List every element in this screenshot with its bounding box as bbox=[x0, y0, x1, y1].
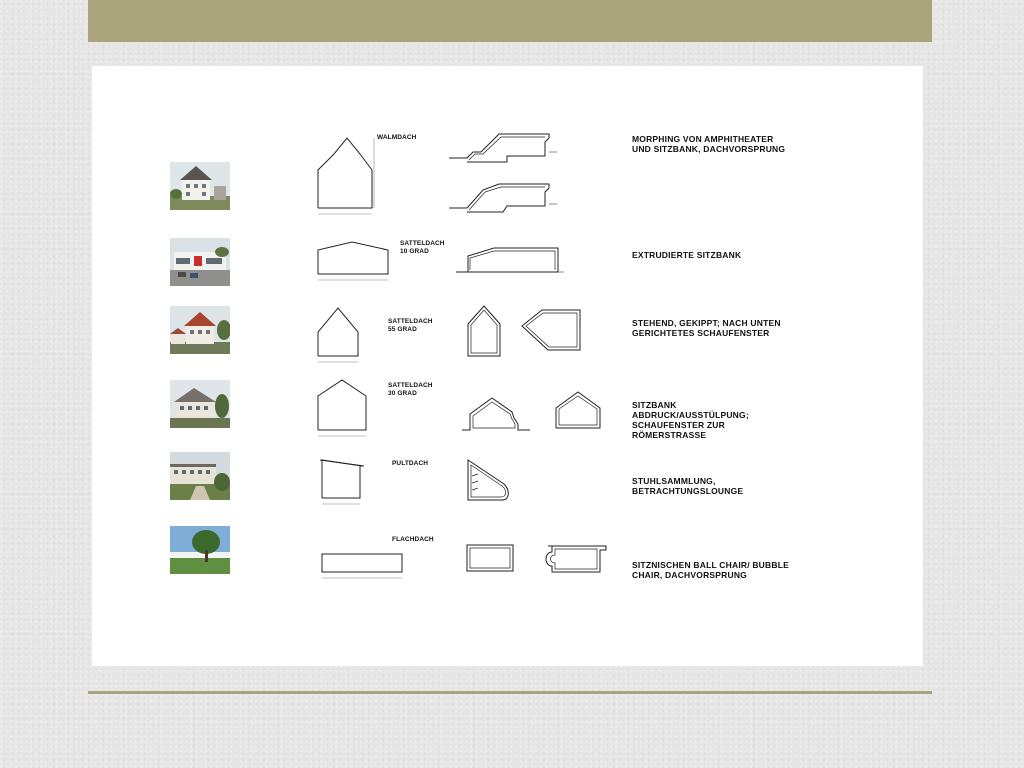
row-pultdach bbox=[92, 450, 923, 512]
roof-label bbox=[392, 460, 428, 468]
concept-text bbox=[632, 476, 743, 496]
elevation-satteldach-10 bbox=[314, 238, 394, 284]
concept-text bbox=[632, 250, 741, 260]
roof-label-line: 30 GRAD bbox=[388, 390, 417, 397]
roof-label bbox=[400, 240, 445, 256]
elevation-satteldach-55 bbox=[314, 304, 362, 366]
concept-line: SITZNISCHEN BALL CHAIR/ BUBBLE bbox=[632, 560, 789, 570]
title-bar-band bbox=[88, 0, 932, 42]
red-roof-houses-photo bbox=[170, 306, 230, 354]
concept-text bbox=[632, 318, 781, 338]
roof-label-line: 55 GRAD bbox=[388, 326, 417, 333]
concept-line: STUHLSAMMLUNG, bbox=[632, 476, 716, 486]
concept-text bbox=[632, 560, 789, 580]
roof-label bbox=[377, 134, 416, 142]
concept-text bbox=[632, 134, 785, 154]
commercial-building-photo bbox=[170, 238, 230, 286]
concept-line: BETRACHTUNGSLOUNGE bbox=[632, 486, 744, 496]
tree-photo bbox=[170, 526, 230, 574]
row-satteldach-10 bbox=[92, 234, 923, 294]
roof-label bbox=[388, 318, 433, 334]
elevation-walmdach bbox=[314, 132, 376, 218]
concept-line: CHAIR, DACHVORSPRUNG bbox=[632, 570, 747, 580]
diagram-panel bbox=[92, 66, 923, 666]
gabled-house-photo bbox=[170, 380, 230, 428]
roof-label bbox=[392, 536, 434, 544]
concept-line: EXTRUDIERTE SITZBANK bbox=[632, 250, 742, 260]
house-photo bbox=[170, 162, 230, 210]
section-ball-chair bbox=[538, 540, 610, 576]
roof-label-line: FLACHDACH bbox=[392, 536, 434, 543]
concept-text bbox=[632, 400, 749, 440]
elevation-flachdach bbox=[318, 544, 408, 584]
elevation-pultdach bbox=[316, 456, 366, 508]
concept-line: ABDRUCK/AUSSTÜLPUNG; bbox=[632, 410, 749, 420]
roof-label-line: SATTELDACH bbox=[388, 382, 433, 389]
roof-label-line: WALMDACH bbox=[377, 134, 417, 141]
concept-line: SCHAUFENSTER ZUR bbox=[632, 420, 725, 430]
concept-line: STEHEND, GEKIPPT; NACH UNTEN bbox=[632, 318, 781, 328]
bottom-rule bbox=[88, 691, 932, 694]
section-flat bbox=[464, 542, 516, 576]
roof-label-line: PULTDACH bbox=[392, 460, 429, 467]
section-chair-collection bbox=[464, 456, 512, 504]
section-amphitheater bbox=[447, 126, 557, 221]
roof-label-line: 10 GRAD bbox=[400, 248, 429, 255]
concept-line: MORPHING VON AMPHITHEATER bbox=[632, 134, 774, 144]
row-satteldach-30 bbox=[92, 374, 923, 446]
concept-line: RÖMERSTRASSE bbox=[632, 430, 707, 440]
section-standing bbox=[464, 304, 504, 360]
row-satteldach-55 bbox=[92, 302, 923, 368]
row-houses-photo bbox=[170, 452, 230, 500]
section-extruded-bench bbox=[454, 238, 564, 278]
concept-line: GERICHTETES SCHAUFENSTER bbox=[632, 328, 770, 338]
concept-line: UND SITZBANK, DACHVORSPRUNG bbox=[632, 144, 786, 154]
concept-line: SITZBANK bbox=[632, 400, 677, 410]
section-bench-imprint bbox=[460, 388, 532, 434]
roof-label-line: SATTELDACH bbox=[400, 240, 445, 247]
elevation-satteldach-30 bbox=[314, 376, 372, 440]
roof-label bbox=[388, 382, 433, 398]
roof-label-line: SATTELDACH bbox=[388, 318, 433, 325]
section-tilted bbox=[520, 308, 582, 352]
row-flachdach bbox=[92, 524, 923, 588]
section-shopwindow bbox=[552, 386, 604, 432]
row-walmdach bbox=[92, 126, 923, 216]
